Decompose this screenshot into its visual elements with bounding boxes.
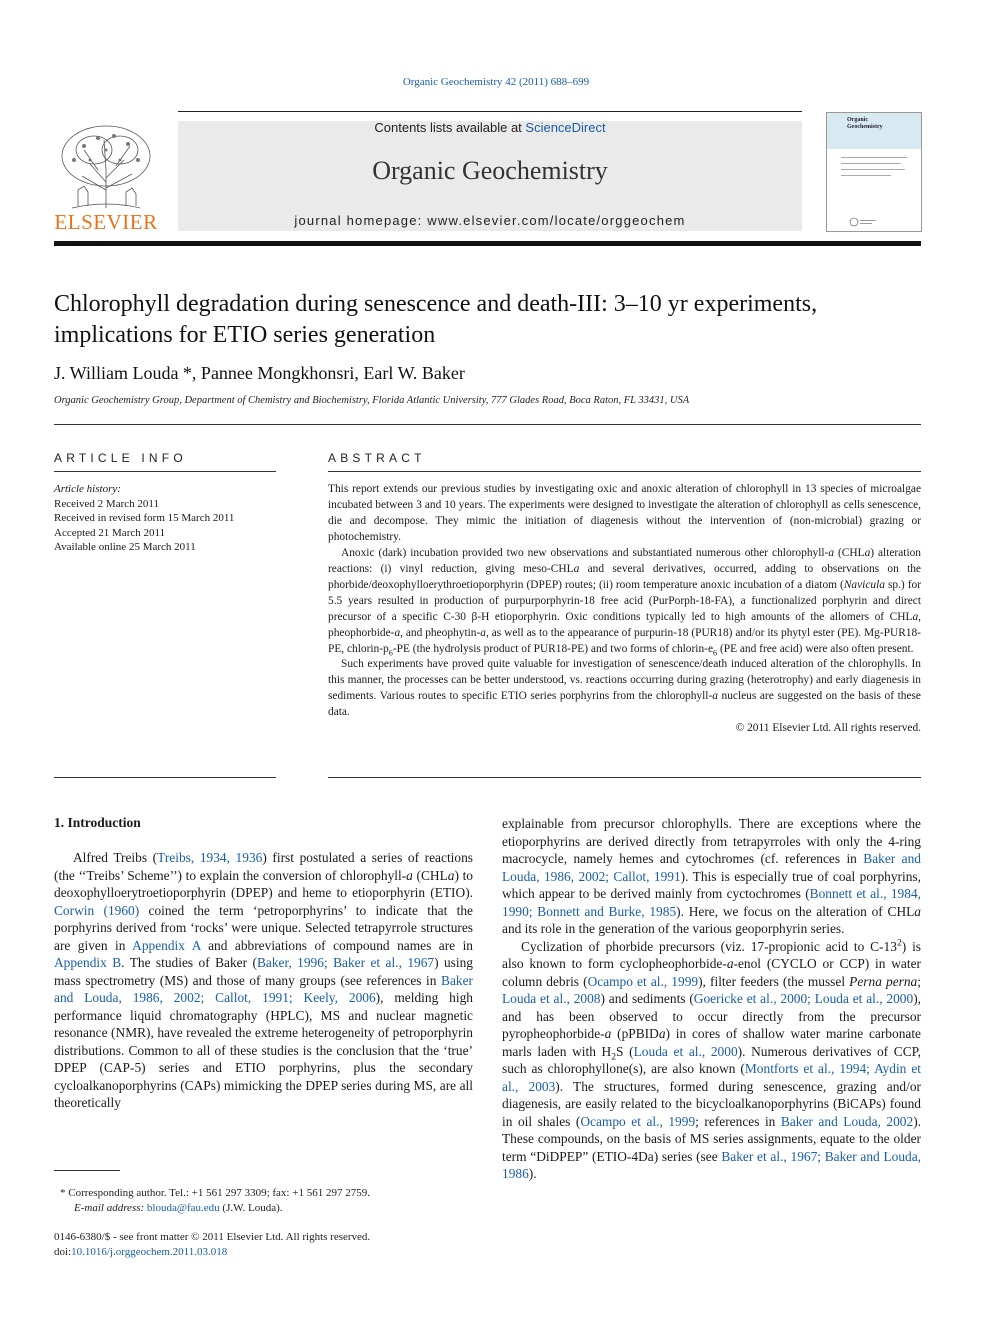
article-affiliation: Organic Geochemistry Group, Department of Chemistry and Biochemistry, Florida Atlantic University, 777 Glades Road, Boca Raton, FL 33431, USA <box>54 395 690 406</box>
abstract-body <box>328 482 921 737</box>
abstract-paragraph-2: Anoxic (dark) incubation provided two new observations and substantiated numerous other chlorophyll-a (CHLa) alteration reactions: (i) vinyl reduction, giving meso-CHLa and several derivatives, occurred, adding to observations on the phorbide/deoxophylloerythroetioporphyrin (DPEP) routes; (ii) room temperature anoxic incubation of a diatom (Navicula sp.) for 5.5 years resulted in production of purpurporphyrin-18 free acid (PurPorph-18-FA), a functionalized porphyrin and direct precursor of a specific C-30 β-H etioporphyrin. Oxic conditions typically led to high amounts of the allomers of CHLa, pheophorbide-a, and pheophytin-a, as well as to the appearance of purpurin-18 (PUR18) and/or its phytyl ester (PE). Mg-PUR18-PE, chlorin-$p_6-PE$ (the hydrolysis product of PUR18-PE) and two forms of chlorin-$e_6$ (PE and free acid) were also often present. <box>328 546 922 657</box>
cover-title: Organic Geochemistry <box>847 117 883 130</box>
abstract-copyright: © 2011 Elsevier Ltd. All rights reserved. <box>735 722 921 735</box>
ref-baker-louda[interactable]: Baker and Louda, 1986, 2002; Callot, 1991; Keely, 2006 <box>54 972 473 1005</box>
cover-publisher-icon <box>849 217 879 227</box>
abstract-bottom-rule <box>328 777 921 778</box>
corresponding-author-note: * Corresponding author. Tel.: +1 561 297 3309; fax: +1 561 297 2759. E-mail address: blouda@fau.edu (J.W. Louda). <box>60 1187 370 1214</box>
history-online: Available online 25 March 2011 <box>54 541 196 554</box>
intro-paragraph-1: Alfred Treibs (Treibs, 1934, 1936) first postulated a series of reactions (the ‘‘Treibs’ Scheme’’) to explain the conversion of chlorophyll-a (CHLa) to deoxophylloerytroetioporphyrin (DPEP) and heme to etioporphyrin (ETIO). Corwin (1960) coined the term ‘petroporphyrins’ to indicate that the porphyrins derived from ‘rocks’ were unique. Selected tetrapyrrole structures are given in Appendix A and abbreviations of compound names are in Appendix B. The studies of Baker (Baker, 1996; Baker et al., 1967) using mass spectrometry (MS) and those of many groups (see references in Baker and Louda, 1986, 2002; Callot, 1991; Keely, 2006), melding high performance liquid chromatography (HPLC), MS and nuclear magnetic resonance (NMR), have revealed the extreme heterogeneity of petroporphyrin distributions. Common to all of these studies is the conclusion that the ‘true’ DPEP (CAP-5) series and ETIO porphyrins, plus the secondary cycloalkanoporphyrins (CAPs) mimicking the DPEP series during MS, are all theoretically <box>54 850 474 1110</box>
article-authors: J. William Louda *, Pannee Mongkhonsri, Earl W. Baker <box>54 363 465 383</box>
ref-louda-2008[interactable]: Louda et al., 2008 <box>502 991 601 1006</box>
publisher-logo-text: ELSEVIER <box>54 210 158 234</box>
history-revised: Received in revised form 15 March 2011 <box>54 512 235 525</box>
history-accepted: Accepted 21 March 2011 <box>54 526 166 539</box>
ref-bonnett[interactable]: Bonnett et al., 1984, 1990; Bonnett and Burke, 1985 <box>502 886 921 919</box>
history-label: Article history: <box>54 483 121 495</box>
header-bar <box>54 241 921 246</box>
article-info-heading: ARTICLE INFO <box>54 451 187 465</box>
intro-paragraph-2: Cyclization of phorbide precursors (viz. 17-propionic acid to $C-13^2$) is also known to form cyclopheophorbide-a-enol (CYCLO or CCP) in water column debris (Ocampo et al., 1999), filter feeders (the mussel Perna perna; Louda et al., 2008) and sediments (Goericke et al., 2000; Louda et al., 2000), and has been observed to occur directly from the precursor pyropheophorbide-a (pPBIDa) in cores of shallow water marine carbonate marls laden with $H_2S$ (Louda et al., 2000). Numerous derivatives of CCP, such as chlorophyllone(s), are also known (Montforts et al., 1994; Aydin et al., 2003). The structures, formed during senescence, grazing and/or diagenesis, are easily related to the bicycloalkanoporphyrins (BiCAPs) found in oil shales (Ocampo et al., 1999; references in Baker and Louda, 2002). These compounds, on the basis of MS series assignments, equate to the older term “DiDPEP” (ETIO-4Da) series (see Baker et al., 1967; Baker and Louda, 1986). <box>502 937 922 1181</box>
author-email-link[interactable]: blouda@fau.edu <box>146 1201 220 1214</box>
ref-montforts[interactable]: Montforts et al., 1994; Aydin et al., 2003 <box>502 1061 921 1094</box>
abstract-rule <box>328 471 921 472</box>
intro-heading: 1. Introduction <box>54 815 141 830</box>
ref-baker-1967[interactable]: Baker et al., 1967; Baker and Louda, 1986 <box>502 1148 921 1181</box>
journal-cover-thumbnail <box>826 112 922 232</box>
header-rule <box>178 111 802 112</box>
ref-corwin[interactable]: Corwin (1960) <box>54 902 140 918</box>
ref-ocampo[interactable]: Ocampo et al., 1999 <box>587 973 699 989</box>
abstract-heading: ABSTRACT <box>328 451 426 465</box>
history-received: Received 2 March 2011 <box>54 497 159 510</box>
ref-appendix-b[interactable]: Appendix B <box>54 955 122 970</box>
ref-ocampo-2[interactable]: Ocampo et al., 1999 <box>580 1113 696 1129</box>
journal-name: Organic Geochemistry <box>372 156 608 185</box>
ref-baker[interactable]: Baker, 1996; Baker et al., 1967 <box>256 955 435 970</box>
journal-homepage[interactable]: journal homepage: www.elsevier.com/locate/orggeochem <box>294 213 686 228</box>
article-info-bottom-rule <box>54 777 276 778</box>
intro-right-column <box>502 815 921 1183</box>
sciencedirect-link[interactable]: ScienceDirect <box>525 120 606 135</box>
ref-treibs[interactable]: Treibs, 1934, 1936 <box>157 850 263 865</box>
contents-line: Contents lists available at ScienceDirect <box>374 120 606 135</box>
ref-baker-louda-2002[interactable]: Baker and Louda, 2002 <box>780 1113 914 1129</box>
article-title: Chlorophyll degradation during senescence and death-III: 3–10 yr experiments, implications for ETIO series generation <box>54 291 818 348</box>
doi-line: doi:10.1016/j.orggeochem.2011.03.018 <box>54 1246 228 1258</box>
article-history <box>54 482 276 555</box>
intro-paragraph-1-cont: explainable from precursor chlorophylls. There are exceptions where the etioporphyrins are derived directly from tetrapyrroles with only the 4-ring macrocycle, namely hemes and cytochromes (cf. references in Baker and Louda, 1986, 2002; Callot, 1991). This is especially true of coal porphyrins, which appear to be derived mainly from cyctochromes (Bonnett et al., 1984, 1990; Bonnett and Burke, 1985). Here, we focus on the alteration of CHLa and its role in the generation of the various geoporphyrin series. <box>502 816 921 936</box>
doi-link[interactable]: 10.1016/j.orggeochem.2011.03.018 <box>71 1246 228 1258</box>
article-info-rule <box>54 471 276 472</box>
ref-appendix-a[interactable]: Appendix A <box>132 937 201 953</box>
ref-goericke[interactable]: Goericke et al., 2000; Louda et al., 2000 <box>693 991 914 1006</box>
title-rule <box>54 424 921 425</box>
footnote-rule <box>54 1170 120 1171</box>
journal-citation[interactable]: Organic Geochemistry 42 (2011) 688–699 <box>402 76 590 88</box>
abstract-paragraph-1: This report extends our previous studies by investigating oxic and anoxic alteration of chlorophyll in 13 species of microalgae incubated between 3 and 10 years. The experiments were designed to investigate the alteration of chlorophyll as cells senescence, die and decompose. They mimic the initiation of diagenesis without the intervention of (non-microbial) grazing or photochemistry. <box>328 483 921 543</box>
ref-louda-2000[interactable]: Louda et al., 2000 <box>633 1043 738 1059</box>
abstract-paragraph-3: Such experiments have proved quite valuable for investigation of senescence/death induced alteration of the chlorophylls. In this manner, the processes can be better understood, vs. reactions occurring during grazing (heterotrophy) and early diagenesis in sediments. Various routes to specific ETIO series porphyrins from the chlorophyll-a nucleus are suggested on the basis of these data. <box>328 658 921 719</box>
intro-left-column <box>54 849 473 1112</box>
ref-baker-louda-callot[interactable]: Baker and Louda, 1986, 2002; Callot, 1991 <box>502 851 921 884</box>
issn-line: 0146-6380/$ - see front matter © 2011 Elsevier Ltd. All rights reserved. <box>54 1231 371 1243</box>
